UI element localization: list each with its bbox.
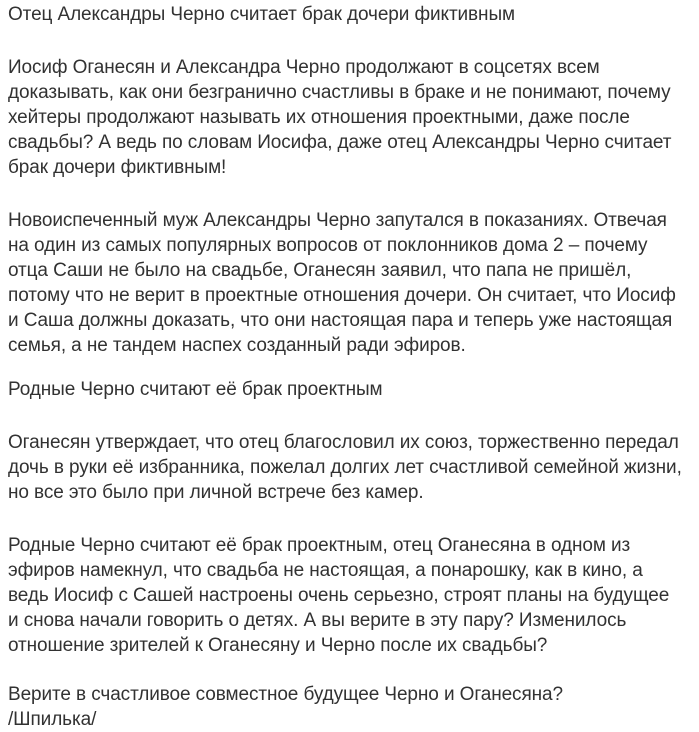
closing-question: Верите в счастливое совместное будущее Черно и Оганесяна?	[8, 684, 563, 705]
page-title: Отец Александры Черно считает брак дочери фиктивным	[8, 4, 515, 25]
paragraph-intro: Иосиф Оганесян и Александра Черно продолжают в соцсетях всем доказывать, как они безгранично счастливы в браке и не понимают, почему хейтеры продолжают называть их отношения проектными, даже после свадьбы? А ведь по словам Иосифа, даже отец Александры Черно считает брак дочери фиктивным!	[8, 57, 672, 178]
paragraph-father-blessing: Оганесян утверждает, что отец благословил их союз, торжественно передал дочь в руки её избранника, пожелал долгих лет счастливой семейной жизни, но все это было при личной встрече без камер.	[8, 432, 682, 503]
subheading: Родные Черно считают её брак проектным	[8, 379, 383, 400]
paragraph-relatives-opinion: Родные Черно считают её брак проектным, отец Оганесяна в одном из эфиров намекнул, что свадьба не настоящая, а понарошку, как в кино, а ведь Иосиф с Сашей настроены очень серьезно, строят планы на будущее и снова начали говорить о детях. А вы верите в эту пару? Изменилось отношение зрителей к Оганесяну и Черно после их свадьбы?	[8, 535, 670, 656]
paragraph-details: Новоиспеченный муж Александры Черно запутался в показаниях. Отвечая на один из самых популярных вопросов от поклонников дома 2 – почему отца Саши не было на свадьбе, Оганесян заявил, что папа не пришёл, потому что не верит в проектные отношения дочери. Он считает, что Иосиф и Саша должны доказать, что они настоящая пара и теперь уже настоящая семья, а не тандем наспех созданный ради эфиров.	[8, 210, 676, 356]
signature: /Шпилька/	[8, 709, 97, 730]
